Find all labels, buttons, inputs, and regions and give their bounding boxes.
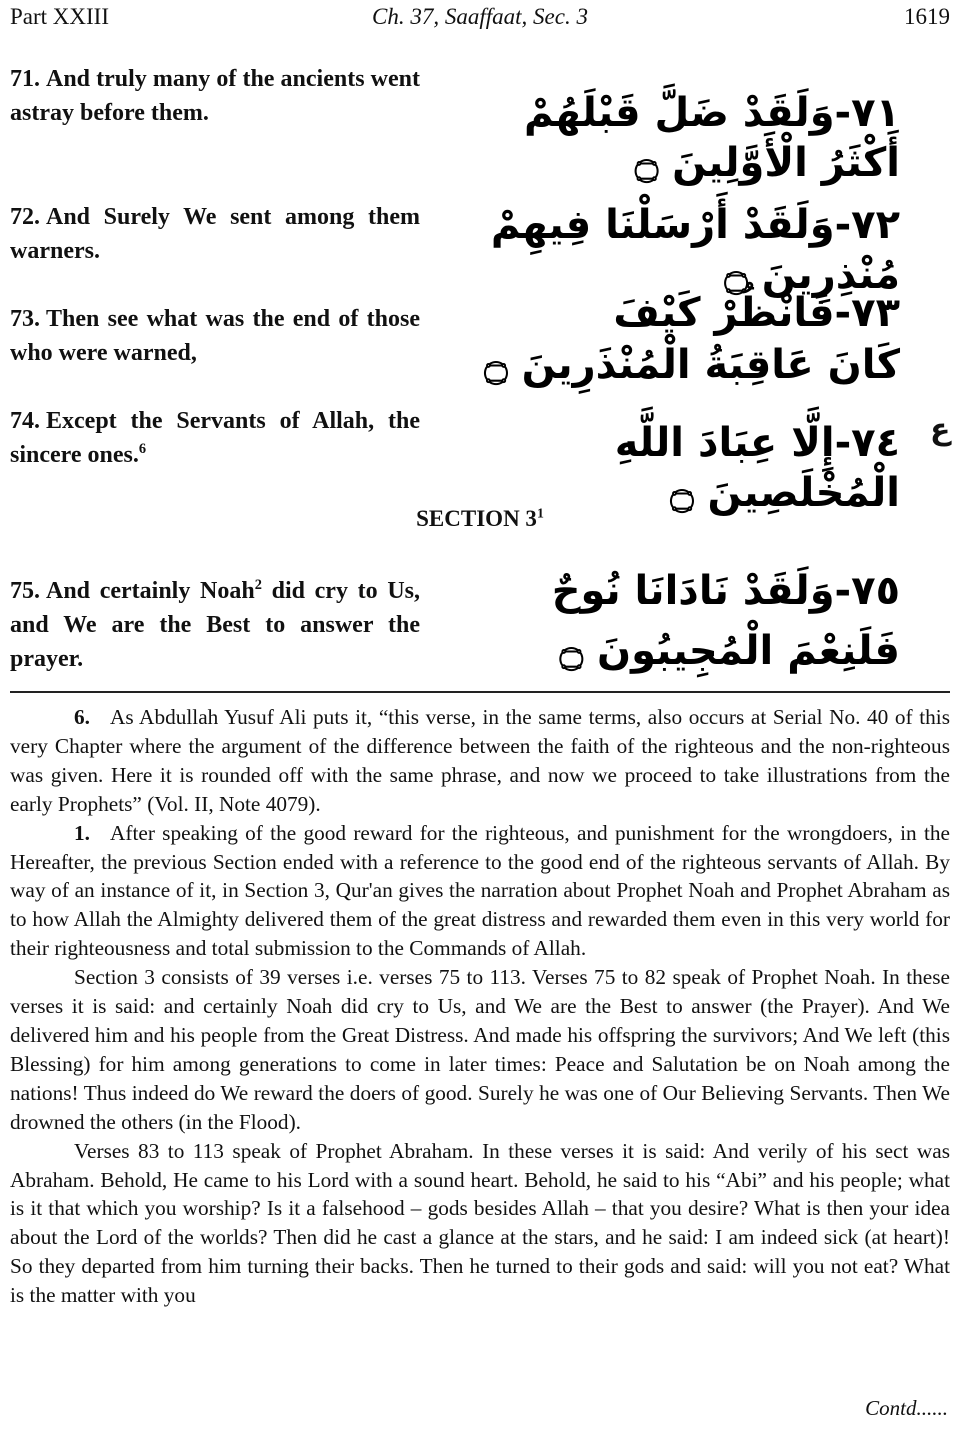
footnote-6: 6. As Abdullah Yusuf Ali puts it, “this verse, in the same terms, also occurs at Serial No. 40 of this very Chapter where the argument of the difference between the faith of the righteous and the non-righteous was given. Here it is rounded off with the same phrase, and now we proceed to take illustrations from the early Prophets” (Vol. II, Note 4079). bbox=[10, 705, 950, 816]
footnote-paragraph: Section 3 consists of 39 verses i.e. verses 75 to 113. Verses 75 to 82 speak of Prophet Noah. In these verses it is said: and certainly Noah did cry to Us, and We are the Best to answer (the Prayer). And We delivered him and his people from the Great Distress. And made his offspring the survivors; And We left (this Blessing) for him among generations to come in later times: Peace and Salutation be on Noah among the nations! Thus indeed do We reward the doers of good. Surely he was one of Our Believing Servants. Then We drowned the others (in the Flood). bbox=[10, 965, 950, 1134]
verse-73-arabic: ٧٣-فَانْظُرْ كَيْفَ bbox=[613, 290, 900, 336]
verse-number: 71. bbox=[10, 66, 40, 92]
verse-number: 75. bbox=[10, 578, 40, 604]
verse-71-arabic: ٧١-وَلَقَدْ ضَلَّ قَبْلَهُمْ أَكْثَرُ الْأَوَّلِينَ ۝ bbox=[523, 90, 900, 186]
verse-73-arabic-line2: كَانَ عَاقِبَةُ الْمُنْذَرِينَ ۝ bbox=[484, 342, 900, 388]
footnote-number: 6. bbox=[74, 705, 90, 729]
page-header bbox=[10, 4, 950, 36]
verse-number: 74. bbox=[10, 408, 40, 434]
footnote-paragraph: Verses 83 to 113 speak of Prophet Abraham. In these verses it is said: And verily of his sect was Abraham. Behold, He came to his Lord with a sound heart. Behold, he said to his “Abi” and his people; what is it that which you worship? Is it a falsehood – gods besides Allah – that you desire? What is then your idea about the Lord of the worlds? Then did he cast a glance at the stars, and he said: I am indeed sick (at heart)! So they departed from him turning their backs. Then he turned to their gods and said: will you not eat? What is the matter with you bbox=[10, 1138, 950, 1308]
section-heading: SECTION $3^1$ bbox=[416, 505, 544, 531]
verse-75-arabic: ٧٥-وَلَقَدْ نَادَانَا نُوحٌ bbox=[551, 568, 900, 614]
verse-74-arabic: ٧٤-إِلَّا عِبَادَ اللَّهِ الْمُخْلَصِينَ ۝ bbox=[614, 420, 900, 516]
verse-71-translation bbox=[10, 62, 420, 130]
verse-72-translation bbox=[10, 200, 420, 268]
footnote-divider bbox=[10, 691, 950, 693]
verse-text: Except the Servants of Allah, the sincere ones. bbox=[10, 408, 420, 468]
footnote-ref: 2 bbox=[254, 577, 262, 593]
verse-75-arabic-line2: فَلَنِعْمَ الْمُجِيبُونَ ۝ bbox=[559, 628, 900, 674]
verse-number: 73. bbox=[10, 306, 40, 332]
footnote-1: 1. After speaking of the good reward for the righteous, and punishment for the wrongdoers, in the Hereafter, the previous Section ended with a reference to the good end of the righteous servants of Allah. By way of an instance of it, in Section 3, Qur'an gives the narration about Prophet Noah and Prophet Abraham as to how Allah the Almighty delivered them of the great distress and rewarded them even in this very world for their righteousness and total submission to the Commands of Allah. bbox=[10, 820, 950, 961]
verse-75-translation: 75. And certainly Noah$^2$ did cry to Us, and We are the Best to answer the prayer. bbox=[10, 577, 420, 672]
verse-72-arabic: ٧٢-وَلَقَدْ أَرْسَلْنَا فِيهِمْ مُنْذِرِينَ ۝ bbox=[490, 202, 900, 298]
footnotes bbox=[10, 703, 950, 1310]
rukuh-mark: ع bbox=[930, 412, 951, 447]
verse-text: And Surely We sent among them warners. bbox=[10, 204, 420, 264]
footnote-number: 1. bbox=[74, 820, 90, 845]
page-number: 1619 bbox=[904, 4, 950, 29]
verse-text: And truly many of the ancients went astray before them. bbox=[10, 66, 420, 126]
continued-label: Contd...... bbox=[865, 1396, 948, 1420]
footnote-ref: 1 bbox=[536, 505, 544, 521]
chapter-title: Ch. 37, Saaffaat, Sec. 3 bbox=[372, 4, 588, 29]
footnote-ref: 6 bbox=[138, 441, 147, 457]
verse-text: Then see what was the end of those who were warned, bbox=[10, 306, 420, 366]
part-label: Part XXIII bbox=[10, 4, 109, 29]
verse-73-translation bbox=[10, 302, 420, 370]
verse-74-translation bbox=[10, 404, 420, 472]
verse-number: 72. bbox=[10, 204, 40, 230]
